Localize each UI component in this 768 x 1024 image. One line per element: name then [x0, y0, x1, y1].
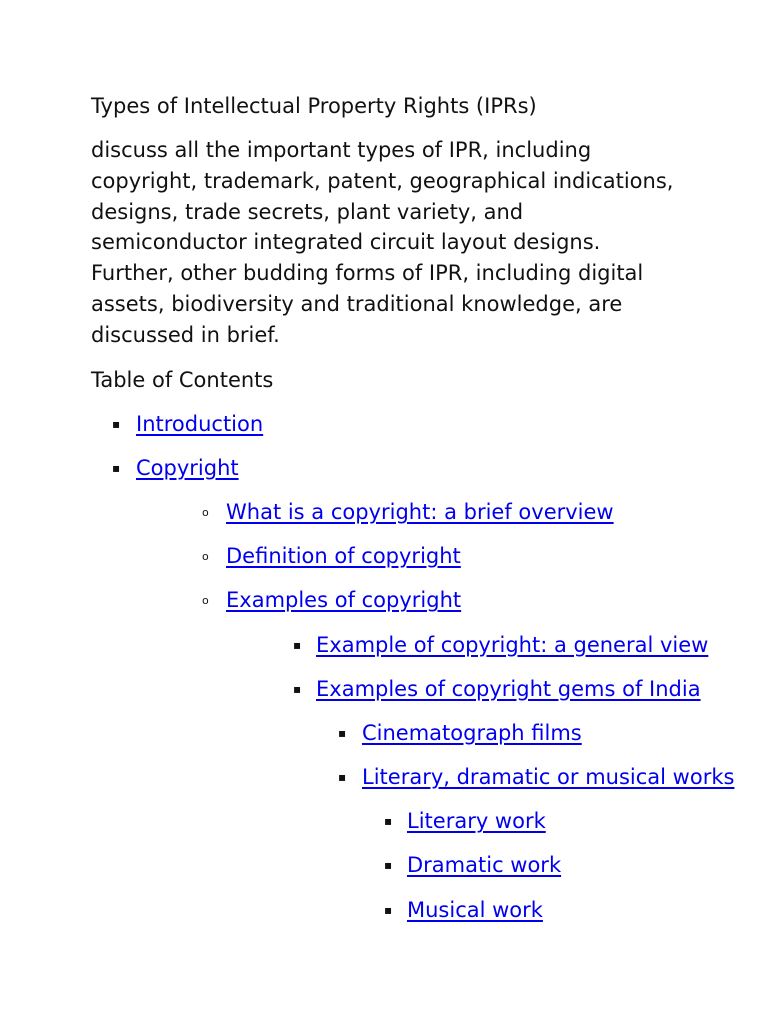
document-title: Types of Intellectual Property Rights (IPRs)	[91, 94, 537, 118]
toc-link-literary-dramatic-musical[interactable]: Literary, dramatic or musical works	[362, 765, 735, 790]
square-bullet-icon	[293, 630, 301, 660]
toc-item-definition-of-copyright	[91, 541, 731, 585]
toc-link-musical-work[interactable]: Musical work	[407, 897, 543, 922]
toc-item-musical-work	[91, 895, 731, 939]
toc-item-dramatic-work	[91, 850, 731, 894]
toc-title: Table of Contents	[91, 367, 274, 392]
circle-bullet-icon	[202, 497, 209, 528]
toc-item-cinematograph-films	[91, 718, 731, 762]
toc-link-literary-work[interactable]: Literary work	[407, 809, 546, 834]
toc-link-copyright-gems-of-india[interactable]: Examples of copyright gems of India	[316, 676, 701, 701]
document-intro: discuss all the important types of IPR, including copyright, trademark, patent, geographical indications, designs, trade secrets, plant variety, and semiconductor integrated circuit layout designs. Further, other budding forms of IPR, including digital assets, biodiversity and traditional knowledge, are discussed in brief.	[91, 138, 674, 347]
toc-link-examples-of-copyright[interactable]: Examples of copyright	[226, 588, 462, 613]
square-bullet-icon	[293, 674, 301, 704]
toc-link-definition-of-copyright[interactable]: Definition of copyright	[226, 544, 461, 569]
square-bullet-icon	[384, 806, 392, 836]
circle-bullet-icon	[202, 585, 209, 616]
circle-bullet-icon	[202, 541, 209, 572]
toc-item-examples-of-copyright	[91, 585, 731, 629]
toc-link-general-view[interactable]: Example of copyright: a general view	[316, 632, 709, 657]
toc-item-copyright-gems-of-india	[91, 674, 731, 718]
toc-item-literary-work	[91, 806, 731, 850]
toc-item-literary-dramatic-musical	[91, 762, 735, 806]
toc-item-introduction	[91, 409, 731, 453]
toc-item-general-view	[91, 630, 731, 674]
square-bullet-icon	[338, 762, 346, 792]
toc-link-introduction[interactable]: Introduction	[136, 411, 264, 436]
toc-link-dramatic-work[interactable]: Dramatic work	[407, 853, 562, 878]
toc-link-copyright[interactable]: Copyright	[136, 455, 239, 480]
toc-item-copyright	[91, 453, 731, 497]
square-bullet-icon	[112, 409, 120, 439]
document-page	[91, 91, 735, 939]
toc-link-cinematograph-films[interactable]: Cinematograph films	[362, 720, 582, 745]
square-bullet-icon	[112, 453, 120, 483]
table-of-contents	[91, 409, 735, 939]
toc-link-copyright-overview[interactable]: What is a copyright: a brief overview	[226, 499, 614, 524]
square-bullet-icon	[338, 718, 346, 748]
square-bullet-icon	[384, 850, 392, 880]
toc-item-copyright-overview	[91, 497, 731, 541]
square-bullet-icon	[384, 895, 392, 925]
